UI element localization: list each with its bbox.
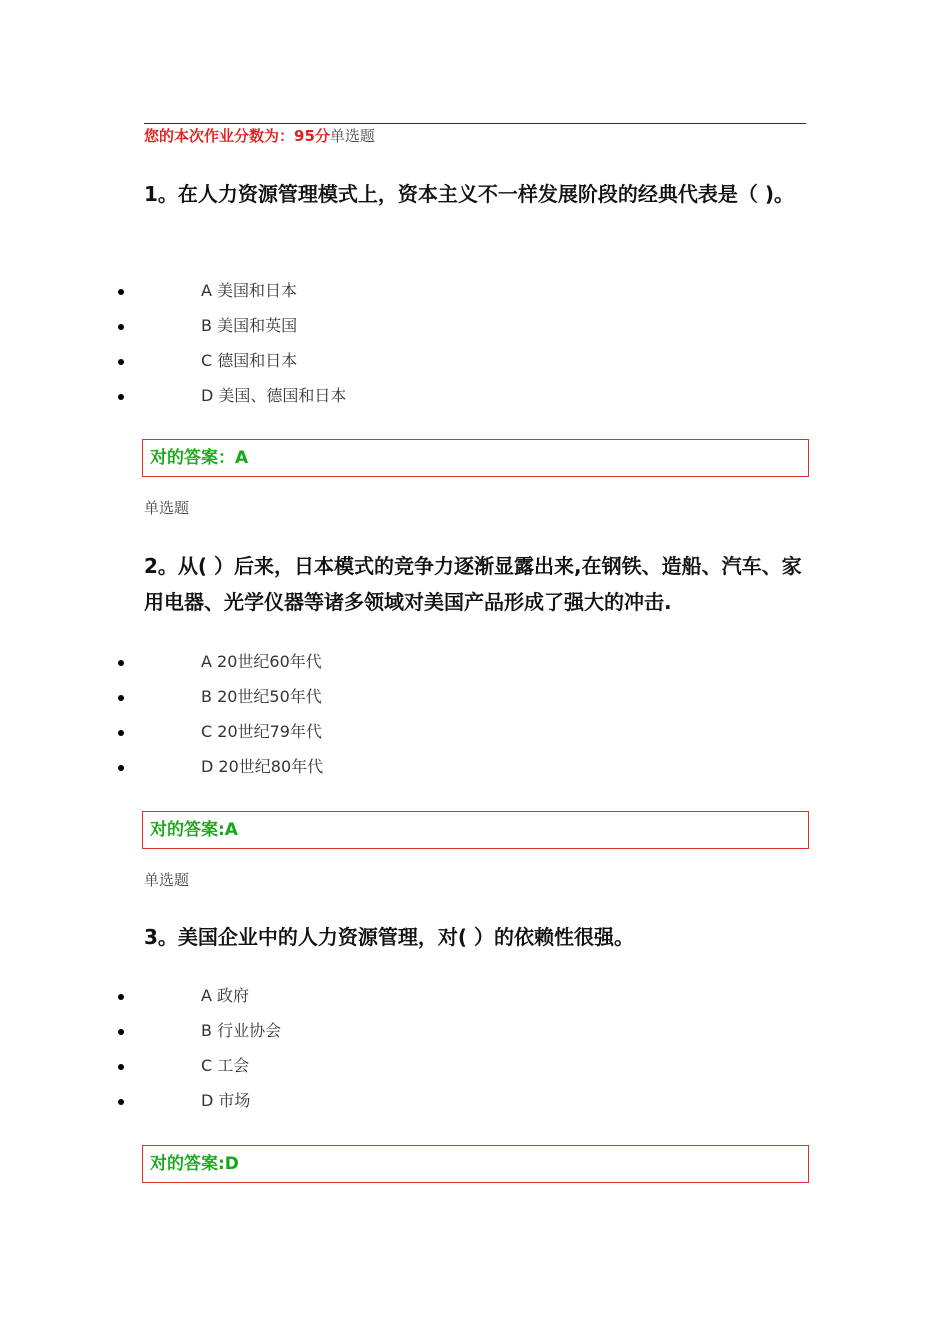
option-label: B 美国和英国 <box>201 316 298 335</box>
answer-box-3 <box>142 1145 809 1183</box>
option-label: B 20世纪50年代 <box>201 687 322 706</box>
option-label: D 20世纪80年代 <box>201 757 324 776</box>
correct-answer: 对的答案:A <box>150 820 238 840</box>
option-label: D 美国、德国和日本 <box>201 386 347 405</box>
bullet-icon <box>118 394 124 400</box>
option-label: C 工会 <box>201 1056 250 1075</box>
option-label: A 美国和日本 <box>201 281 298 300</box>
answer-box-1 <box>142 439 809 477</box>
question-1-text: 1。在人力资源管理模式上，资本主义不一样发展阶段的经典代表是（ )。 <box>144 182 795 206</box>
bullet-icon <box>118 1029 124 1035</box>
option-label: C 德国和日本 <box>201 351 298 370</box>
option-label: A 政府 <box>201 986 250 1005</box>
option-label: B 行业协会 <box>201 1021 282 1040</box>
bullet-icon <box>118 324 124 330</box>
score-line <box>144 126 375 146</box>
option-label: A 20世纪60年代 <box>201 652 322 671</box>
question-2-type-label: 单选题 <box>144 499 190 517</box>
bullet-icon <box>118 994 124 1000</box>
correct-answer: 对的答案:D <box>150 1154 239 1174</box>
correct-answer: 对的答案：A <box>150 448 249 468</box>
question-2-text: 2。从( ）后来，日本模式的竞争力逐渐显露出来,在钢铁、造船、汽车、家用电器、光学仪器等诸多领域对美国产品形成了强大的冲击. <box>144 554 802 614</box>
bullet-icon <box>118 1064 124 1070</box>
question-3-type-label: 单选题 <box>144 871 190 889</box>
bullet-icon <box>118 359 124 365</box>
option-label: D 市场 <box>201 1091 251 1110</box>
bullet-icon <box>118 730 124 736</box>
top-divider <box>144 123 806 124</box>
option-label: C 20世纪79年代 <box>201 722 322 741</box>
bullet-icon <box>118 695 124 701</box>
answer-box-2 <box>142 811 809 849</box>
bullet-icon <box>118 289 124 295</box>
score-text: 您的本次作业分数为：95分 <box>144 127 330 145</box>
bullet-icon <box>118 1099 124 1105</box>
bullet-icon <box>118 660 124 666</box>
question-type-label: 单选题 <box>329 127 375 145</box>
bullet-icon <box>118 765 124 771</box>
question-3-text: 3。美国企业中的人力资源管理，对( ）的依赖性很强。 <box>144 925 635 949</box>
